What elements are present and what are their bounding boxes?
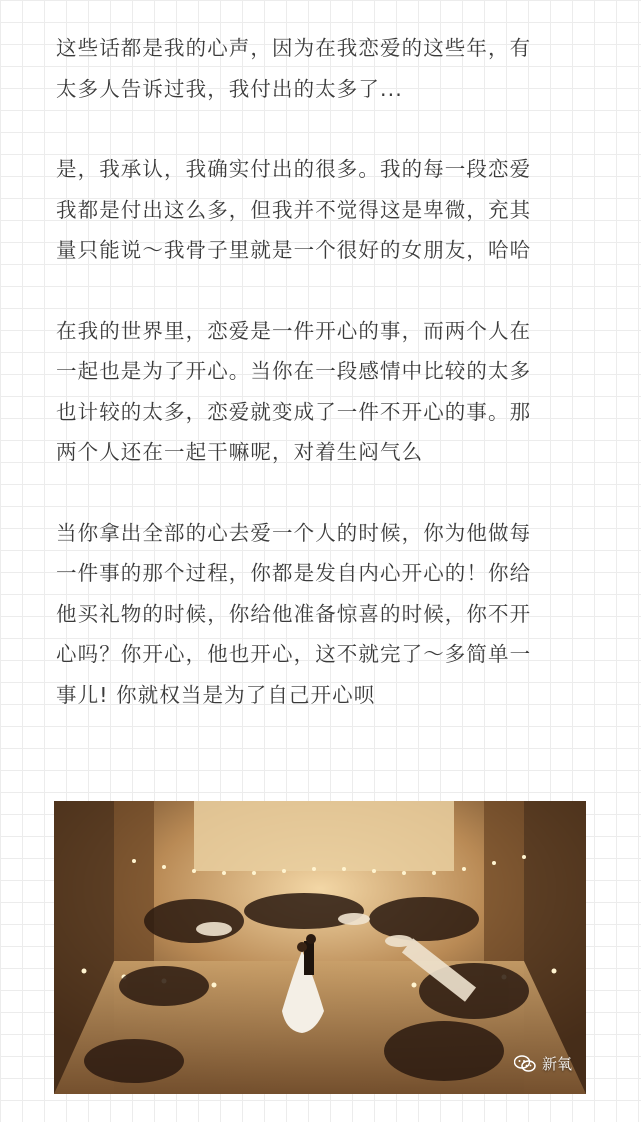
wedding-photo-illustration: [54, 801, 586, 1094]
paragraph-1: [56, 28, 596, 109]
paragraph-line: 一件事的那个过程，你都是发自内心开心的！你给: [56, 561, 532, 585]
paragraph-line: 在我的世界里，恋爱是一件开心的事，而两个人在: [56, 318, 532, 343]
paragraph-4: [56, 513, 596, 716]
paragraph-3: [56, 311, 596, 473]
paragraph-line: 一起也是为了开心。当你在一段感情中比较的太多: [56, 359, 532, 383]
paragraph-2: [56, 149, 596, 271]
watermark: [514, 1053, 572, 1074]
paragraph-line: 两个人还在一起干嘛呢，对着生闷气么: [56, 440, 424, 464]
paragraph-line: 心吗？你开心，他也开心，这不就完了～多简单一: [56, 642, 532, 666]
paragraph-line: 我都是付出这么多，但我并不觉得这是卑微，充其: [56, 197, 532, 222]
paragraph-line: 当你拿出全部的心去爱一个人的时候，你为他做每: [56, 520, 532, 545]
paragraph-line: 事儿! 你就权当是为了自己开心呗: [56, 682, 376, 707]
article-body: [56, 28, 596, 755]
paragraph-line: 量只能说～我骨子里就是一个很好的女朋友，哈哈: [56, 238, 532, 262]
paragraph-line: 也计较的太多，恋爱就变成了一件不开心的事。那: [56, 399, 532, 424]
wedding-photo[interactable]: [54, 801, 586, 1094]
wechat-icon: [514, 1055, 536, 1073]
paragraph-line: 是，我承认，我确实付出的很多。我的每一段恋爱: [56, 157, 532, 181]
watermark-text: 新氧: [541, 1055, 572, 1073]
paragraph-line: 他买礼物的时候，你给他准备惊喜的时候，你不开: [56, 601, 532, 626]
paragraph-line: 太多人告诉过我，我付出的太多了...: [56, 76, 403, 101]
paragraph-line: 这些话都是我的心声，因为在我恋爱的这些年，有: [56, 36, 532, 60]
